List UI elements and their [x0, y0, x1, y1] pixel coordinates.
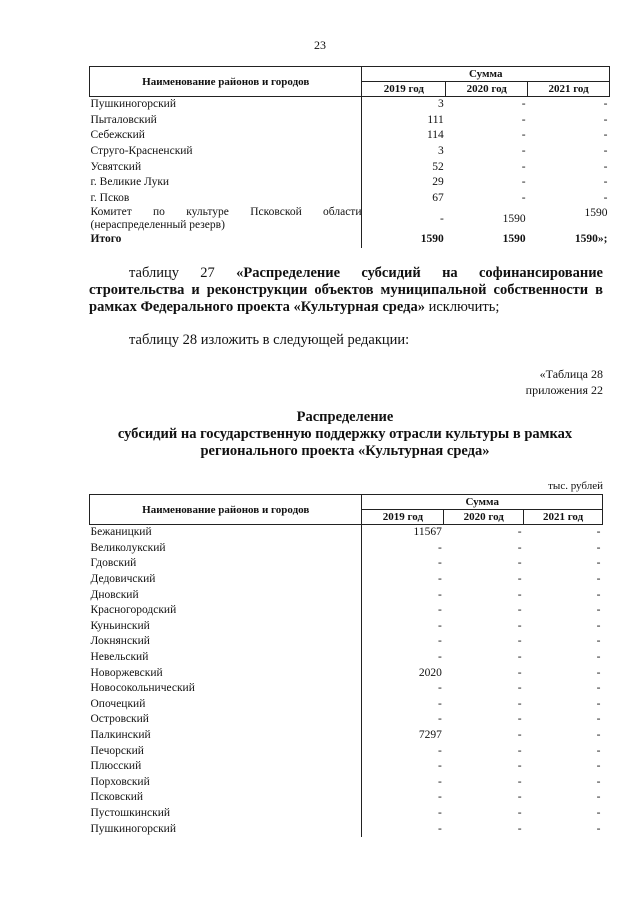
table-row: [90, 159, 610, 175]
table-row: [90, 587, 603, 603]
table-row: [90, 806, 603, 822]
cell-2020: -: [517, 526, 522, 539]
cell-2019: 3: [362, 97, 446, 113]
cell-2019: 67: [362, 191, 446, 207]
cell-2019: 7297: [362, 728, 444, 744]
cell-2020: -: [521, 160, 526, 173]
row-name: Гдовский: [90, 557, 137, 570]
cell-2020: -: [517, 775, 522, 788]
page-number: 23: [314, 38, 326, 52]
title-line1: Распределение: [296, 409, 394, 425]
row-name: Печорский: [90, 744, 144, 757]
cell-2020: -: [521, 113, 526, 126]
subsidy-table-28: [89, 494, 603, 837]
cell-2019: 2020: [362, 665, 444, 681]
column-header-2021: 2021 год: [524, 510, 603, 525]
cell-2021: -: [596, 697, 601, 710]
cell-2020: -: [517, 744, 522, 757]
cell-2021: -: [596, 635, 601, 648]
table-row: [90, 712, 603, 728]
cell-2019: 114: [362, 128, 446, 144]
row-name: Пыталовский: [90, 113, 157, 126]
row-name: Красногородский: [90, 604, 177, 617]
table-row: [90, 144, 610, 160]
cell-2020: -: [517, 619, 522, 632]
cell-2021: -: [596, 651, 601, 664]
cell-2021: -: [596, 682, 601, 695]
column-header-2021: 2021 год: [528, 82, 610, 97]
row-name: Локнянский: [90, 635, 150, 648]
cell-2019: -: [362, 587, 444, 603]
row-name: Бежаницкий: [90, 526, 152, 539]
cell-2020: -: [517, 573, 522, 586]
table-row: [90, 97, 610, 113]
cell-2021: -: [596, 541, 601, 554]
total-label: Итого: [90, 233, 122, 246]
paragraph-table-28: таблицу 28 изложить в следующей редакции:: [129, 332, 410, 348]
row-name: Себежский: [90, 129, 145, 142]
cell-2021: -: [603, 145, 608, 158]
cell-2020: -: [517, 791, 522, 804]
row-name: г. Великие Луки: [90, 176, 170, 189]
cell-2019: -: [362, 650, 444, 666]
row-name: Пушкиногорский: [90, 98, 176, 111]
table-row: [90, 113, 610, 129]
cell-2019: 3: [362, 144, 446, 160]
cell-2020: -: [517, 635, 522, 648]
row-name: Опочецкий: [90, 697, 146, 710]
cell-2021: 1590: [584, 207, 608, 220]
paragraph-lead: таблицу 27: [129, 265, 237, 281]
cell-2020: -: [517, 760, 522, 773]
cell-2021: -: [596, 822, 601, 835]
cell-2019: 111: [362, 113, 446, 129]
table-reference: [526, 366, 603, 398]
row-name: Невельский: [90, 651, 149, 664]
total-row: [90, 232, 610, 248]
table-row: [90, 681, 603, 697]
row-name: Плюсский: [90, 760, 142, 773]
row-name: Дедовичский: [90, 573, 156, 586]
table-reference-line2: приложения 22: [525, 383, 603, 397]
total-2020: 1590: [502, 233, 526, 246]
column-header-sum: Сумма: [362, 67, 610, 82]
cell-2021: -: [603, 129, 608, 142]
cell-2021: -: [596, 775, 601, 788]
cell-2021: -: [596, 806, 601, 819]
row-name: Новосокольнический: [90, 682, 195, 695]
row-name: Пустошкинский: [90, 806, 171, 819]
row-name: Порховский: [90, 775, 150, 788]
cell-2019: -: [362, 775, 444, 791]
table-row: [90, 541, 603, 557]
table-row: [90, 821, 603, 837]
row-name: Псковский: [90, 791, 144, 804]
column-header-name: Наименование районов и городов: [90, 67, 362, 97]
cell-2019: -: [362, 821, 444, 837]
units-label: тыс. рублей: [548, 480, 603, 492]
cell-2020: -: [521, 98, 526, 111]
column-header-2019: 2019 год: [362, 510, 444, 525]
cell-2020: -: [517, 682, 522, 695]
cell-2020: -: [517, 806, 522, 819]
row-name: г. Псков: [90, 191, 130, 204]
table-row: [90, 665, 603, 681]
cell-2021: -: [596, 588, 601, 601]
cell-2021: -: [596, 744, 601, 757]
paragraph-tail: исключить;: [424, 299, 500, 315]
cell-2021: -: [603, 113, 608, 126]
cell-2020: -: [517, 666, 522, 679]
row-name: Струго-Красненский: [90, 145, 193, 158]
cell-2020: -: [517, 604, 522, 617]
cell-2019: -: [362, 806, 444, 822]
cell-2021: -: [603, 191, 608, 204]
cell-2019: -: [362, 556, 444, 572]
paragraph-bold-title: «Распределение субсидий на софинансирование строительства и реконструкции объектов муниципальной собственности в рамках Федерального проекта «Культурная среда»: [89, 265, 603, 315]
cell-2021: -: [596, 604, 601, 617]
cell-2020: -: [517, 541, 522, 554]
cell-2021: -: [603, 98, 608, 111]
title-line3: регионального проекта «Культурная среда»: [200, 443, 490, 459]
row-name: Палкинский: [90, 729, 151, 742]
table-row: [90, 556, 603, 572]
table-row: [90, 634, 603, 650]
cell-2019: -: [362, 681, 444, 697]
cell-2021: -: [596, 713, 601, 726]
cell-2020: -: [517, 557, 522, 570]
cell-2021: -: [603, 160, 608, 173]
row-name: Куньинский: [90, 619, 150, 632]
column-header-2020: 2020 год: [446, 82, 528, 97]
cell-2019: -: [362, 697, 444, 713]
document-title: [0, 409, 640, 460]
cell-2021: -: [596, 526, 601, 539]
cell-2021: -: [596, 729, 601, 742]
cell-2021: -: [596, 557, 601, 570]
table-row: [90, 175, 610, 191]
table-row: [90, 650, 603, 666]
cell-2020: -: [521, 129, 526, 142]
total-2019: 1590: [362, 232, 446, 248]
title-line2: субсидий на государственную поддержку отрасли культуры в рамках: [117, 426, 573, 442]
table-row: [90, 728, 603, 744]
table-row: [90, 603, 603, 619]
cell-2019: -: [362, 634, 444, 650]
table-row: [90, 206, 610, 232]
table-row: [90, 525, 603, 541]
table-row: [90, 619, 603, 635]
table-row: [90, 790, 603, 806]
cell-2020: -: [517, 729, 522, 742]
row-name: Комитет по культуре Псковской области (нераспределенный резерв): [90, 206, 362, 232]
cell-2019: -: [362, 712, 444, 728]
cell-2019: -: [362, 206, 446, 232]
table-row: [90, 759, 603, 775]
table-reference-line1: «Таблица 28: [539, 367, 603, 381]
column-header-sum: Сумма: [362, 495, 603, 510]
cell-2020: -: [521, 176, 526, 189]
column-header-2020: 2020 год: [444, 510, 524, 525]
cell-2021: -: [596, 666, 601, 679]
paragraph-table-27: [89, 265, 603, 316]
cell-2019: 52: [362, 159, 446, 175]
subsidy-table-continued: [89, 66, 610, 248]
table-row: [90, 775, 603, 791]
cell-2020: -: [517, 822, 522, 835]
cell-2021: -: [603, 176, 608, 189]
table-row: [90, 572, 603, 588]
row-name: Пушкиногорский: [90, 822, 176, 835]
table-row: [90, 743, 603, 759]
cell-2020: -: [517, 697, 522, 710]
column-header-2019: 2019 год: [362, 82, 446, 97]
row-name: Островский: [90, 713, 149, 726]
table-row: [90, 128, 610, 144]
cell-2020: -: [517, 713, 522, 726]
cell-2019: -: [362, 541, 444, 557]
cell-2019: 11567: [362, 525, 444, 541]
row-name: Новоржевский: [90, 666, 163, 679]
table-row: [90, 697, 603, 713]
cell-2019: -: [362, 603, 444, 619]
cell-2021: -: [596, 760, 601, 773]
cell-2020: -: [521, 145, 526, 158]
column-header-name: Наименование районов и городов: [90, 495, 362, 525]
cell-2021: -: [596, 573, 601, 586]
total-2021: 1590»;: [574, 233, 608, 246]
cell-2019: -: [362, 743, 444, 759]
cell-2019: -: [362, 572, 444, 588]
cell-2021: -: [596, 791, 601, 804]
cell-2019: 29: [362, 175, 446, 191]
row-name: Дновский: [90, 588, 139, 601]
cell-2020: -: [521, 191, 526, 204]
row-name: Великолукский: [90, 541, 166, 554]
cell-2020: -: [517, 588, 522, 601]
cell-2020: -: [517, 651, 522, 664]
cell-2019: -: [362, 790, 444, 806]
table-row: [90, 191, 610, 207]
cell-2019: -: [362, 619, 444, 635]
cell-2020: 1590: [502, 212, 526, 225]
cell-2021: -: [596, 619, 601, 632]
cell-2019: -: [362, 759, 444, 775]
row-name: Усвятский: [90, 160, 142, 173]
